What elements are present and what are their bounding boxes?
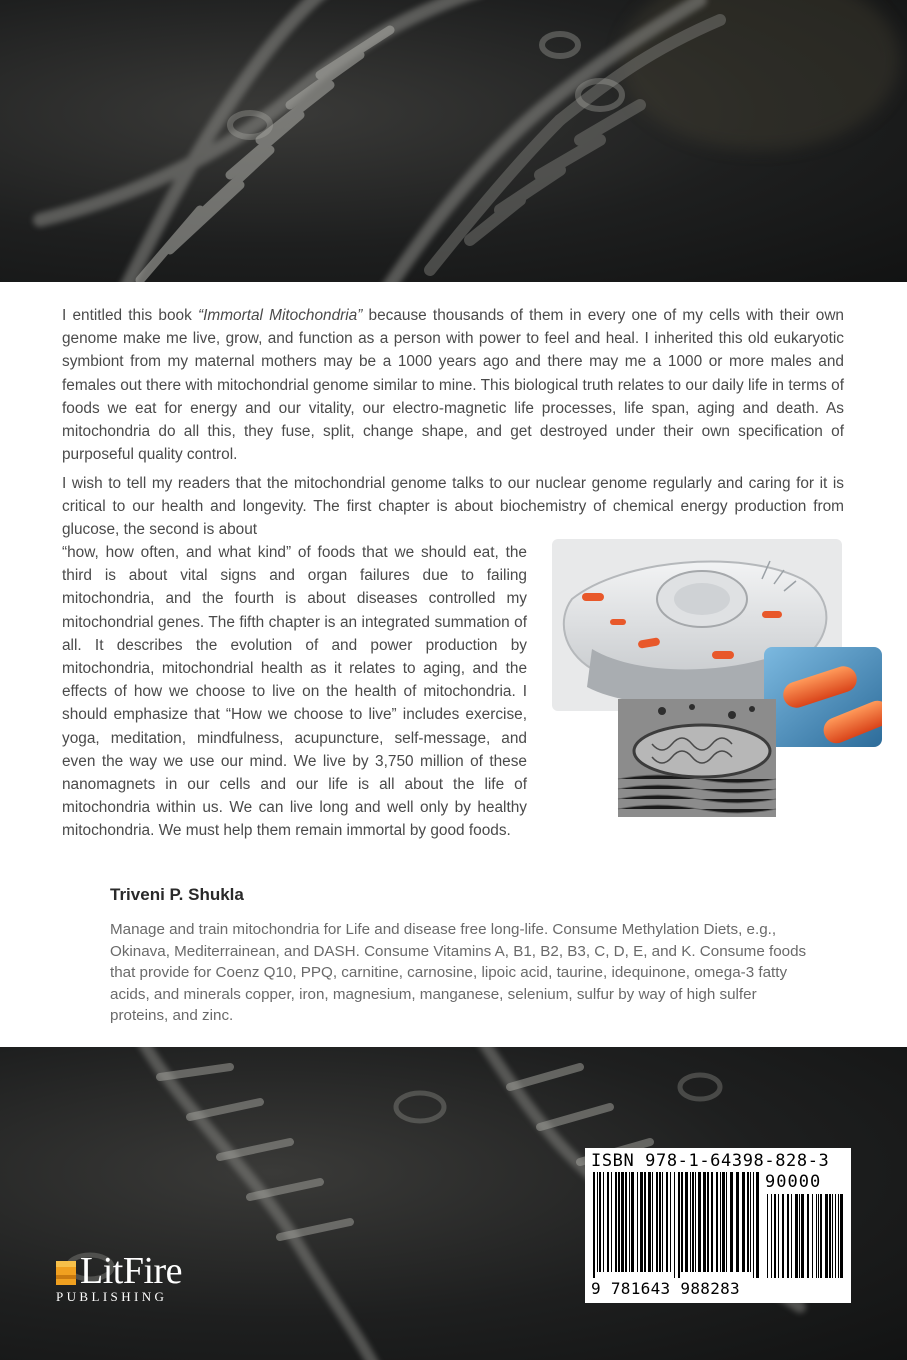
publisher-logo	[54, 1250, 224, 1309]
barcode-bar	[607, 1172, 609, 1272]
description-paragraph-2-top: I wish to tell my readers that the mitochondrial genome talks to our nuclear genome regularly and caring for it is critical to our health and longevity. The first chapter is about biochemistry of chemical energy production from glucose, the second is about	[62, 475, 844, 539]
barcode-bar	[690, 1172, 691, 1272]
barcode-bar	[599, 1172, 601, 1272]
barcode-bar	[726, 1172, 727, 1272]
barcode-addon-bar	[795, 1194, 798, 1278]
barcode-bar	[736, 1172, 739, 1272]
barcode-addon-bar	[832, 1194, 833, 1278]
barcode-addon-bar	[791, 1194, 792, 1278]
barcode-addon-bar	[838, 1194, 839, 1278]
barcode-addon-bar	[801, 1194, 804, 1278]
dna-background-top	[0, 0, 907, 282]
author-name: Triveni P. Shukla	[110, 885, 244, 904]
barcode-bar	[603, 1172, 604, 1272]
barcode-addon-bar	[825, 1194, 828, 1278]
barcode-bar	[711, 1172, 713, 1272]
description-paragraph-2-body: “how, how often, and what kind” of foods that we should eat, the third is about vital signs and organ failures due to failing mitochondria, and the fourth is about diseases controlled my mitochondrial genes. The fifth chapter is an integrated summation of all. It describes the evolution of and power production by mitochondria, mitochondrial health as it relates to aging, and the effects of how we choose to live on the health of mitochondria. I should emphasize that “How we choose to live” includes exercise, yoga, meditation, mindfulness, acupuncture, self-message, and even the way we use our mind. We live by 3,750 million of these nanomagnets in our cells and our life is all about the life of mitochondria within us. We can live long and well only by healthy mitochondria. We must help them remain immortal by good foods.	[62, 544, 527, 840]
barcode-bar	[674, 1172, 675, 1278]
publisher-subtitle: PUBLISHING	[56, 1289, 168, 1304]
description-panel	[0, 282, 907, 1047]
book-title-italic: “Immortal Mitochondria”	[197, 307, 363, 324]
barcode-bar	[652, 1172, 653, 1272]
barcode-bar	[678, 1172, 680, 1278]
barcode-bar	[681, 1172, 683, 1272]
barcode-bar	[707, 1172, 709, 1272]
barcode-bar	[593, 1172, 595, 1278]
barcode-bar	[640, 1172, 643, 1272]
barcode-digits: 9 781643 988283	[591, 1279, 740, 1298]
barcode-addon-bar	[840, 1194, 843, 1278]
barcode-bar	[631, 1172, 634, 1272]
barcode-addon-bar	[767, 1194, 768, 1278]
barcode-bar	[659, 1172, 661, 1272]
barcode-addon-bar	[771, 1194, 772, 1278]
barcode-bar	[670, 1172, 671, 1272]
barcode-bar	[730, 1172, 733, 1272]
barcode-addon-bar	[829, 1194, 831, 1278]
barcode-bar	[644, 1172, 646, 1272]
barcode-bar	[615, 1172, 617, 1272]
barcode-addon-bar	[778, 1194, 779, 1278]
barcode-bar	[629, 1172, 630, 1272]
barcode-addon-bar	[812, 1194, 813, 1278]
barcode-bar	[621, 1172, 624, 1272]
barcode-addon: 90000	[765, 1172, 822, 1192]
barcode-bar	[722, 1172, 725, 1272]
publisher-name: LitFire	[80, 1250, 183, 1292]
barcode-bar	[750, 1172, 751, 1272]
barcode-addon-bar	[816, 1194, 817, 1278]
barcode-bar	[747, 1172, 749, 1272]
isbn-barcode	[585, 1148, 851, 1303]
barcode-bar	[753, 1172, 754, 1278]
barcode-bar	[720, 1172, 721, 1272]
barcode-addon-bar	[787, 1194, 789, 1278]
barcode-bar	[662, 1172, 663, 1272]
dna-helix-graphic-top	[0, 0, 907, 282]
barcode-bar	[618, 1172, 620, 1272]
barcode-bar	[742, 1172, 745, 1272]
barcode-bar	[666, 1172, 668, 1272]
barcode-addon-bar	[818, 1194, 819, 1278]
nutrition-blurb: Manage and train mitochondria for Life and disease free long-life. Consume Methylation Diets, e.g., Okinava, Mediterrainean, and DASH. Consume Vitamins A, B1, B2, B3, C, D, E, and K. Consume foods that provide for Coenz Q10, PPQ, carnitine, carnosine, lipoic acid, taurine, idequinone, omega-3 fatty acids, and minerals copper, iron, magnesium, manganese, selenium, sulfur by way of high sulfer proteins, and zinc.	[110, 921, 807, 1025]
barcode-addon-bar	[835, 1194, 836, 1278]
barcode-bar	[648, 1172, 651, 1272]
description-paragraph-1: I entitled this book “Immortal Mitochondria” because thousands of them in every one of my cells with their own genome make me live, grow, and function as a person with power to feel and heal. I inherited this old eukaryotic symbiont from my maternal mothers may be a 1000 years ago and there may me a 1000 or more males and females out there with mitochondrial genome similar to mine. This biological truth relates to our daily life in terms of foods we eat for energy and our vitality, our electro-magnetic life processes, life span, aging and death. As mitochondria do all this, they fuse, split, change shape, and get destroyed under their own specification of purposeful quality control.	[62, 307, 844, 464]
barcode-bar	[703, 1172, 706, 1272]
barcode-bar	[685, 1172, 688, 1272]
barcode-bar	[611, 1172, 612, 1272]
barcode-bar	[716, 1172, 718, 1272]
barcode-bar	[637, 1172, 638, 1272]
isbn-label: ISBN 978-1-64398-828-3	[591, 1151, 830, 1171]
barcode-addon-bar	[820, 1194, 822, 1278]
barcode-addon-bar	[782, 1194, 784, 1278]
barcode-addon-bar	[774, 1194, 776, 1278]
barcode-bar	[756, 1172, 759, 1278]
barcode-bar	[597, 1172, 598, 1272]
barcode-addon-bar	[807, 1194, 809, 1278]
barcode-bar	[692, 1172, 694, 1272]
flame-book-icon	[54, 1257, 78, 1285]
barcode-bar	[625, 1172, 627, 1272]
barcode-bar	[695, 1172, 696, 1272]
barcode-addon-bar	[799, 1194, 800, 1278]
mitochondria-illustration	[552, 539, 882, 819]
barcode-bar	[656, 1172, 658, 1272]
barcode-bar	[698, 1172, 701, 1272]
